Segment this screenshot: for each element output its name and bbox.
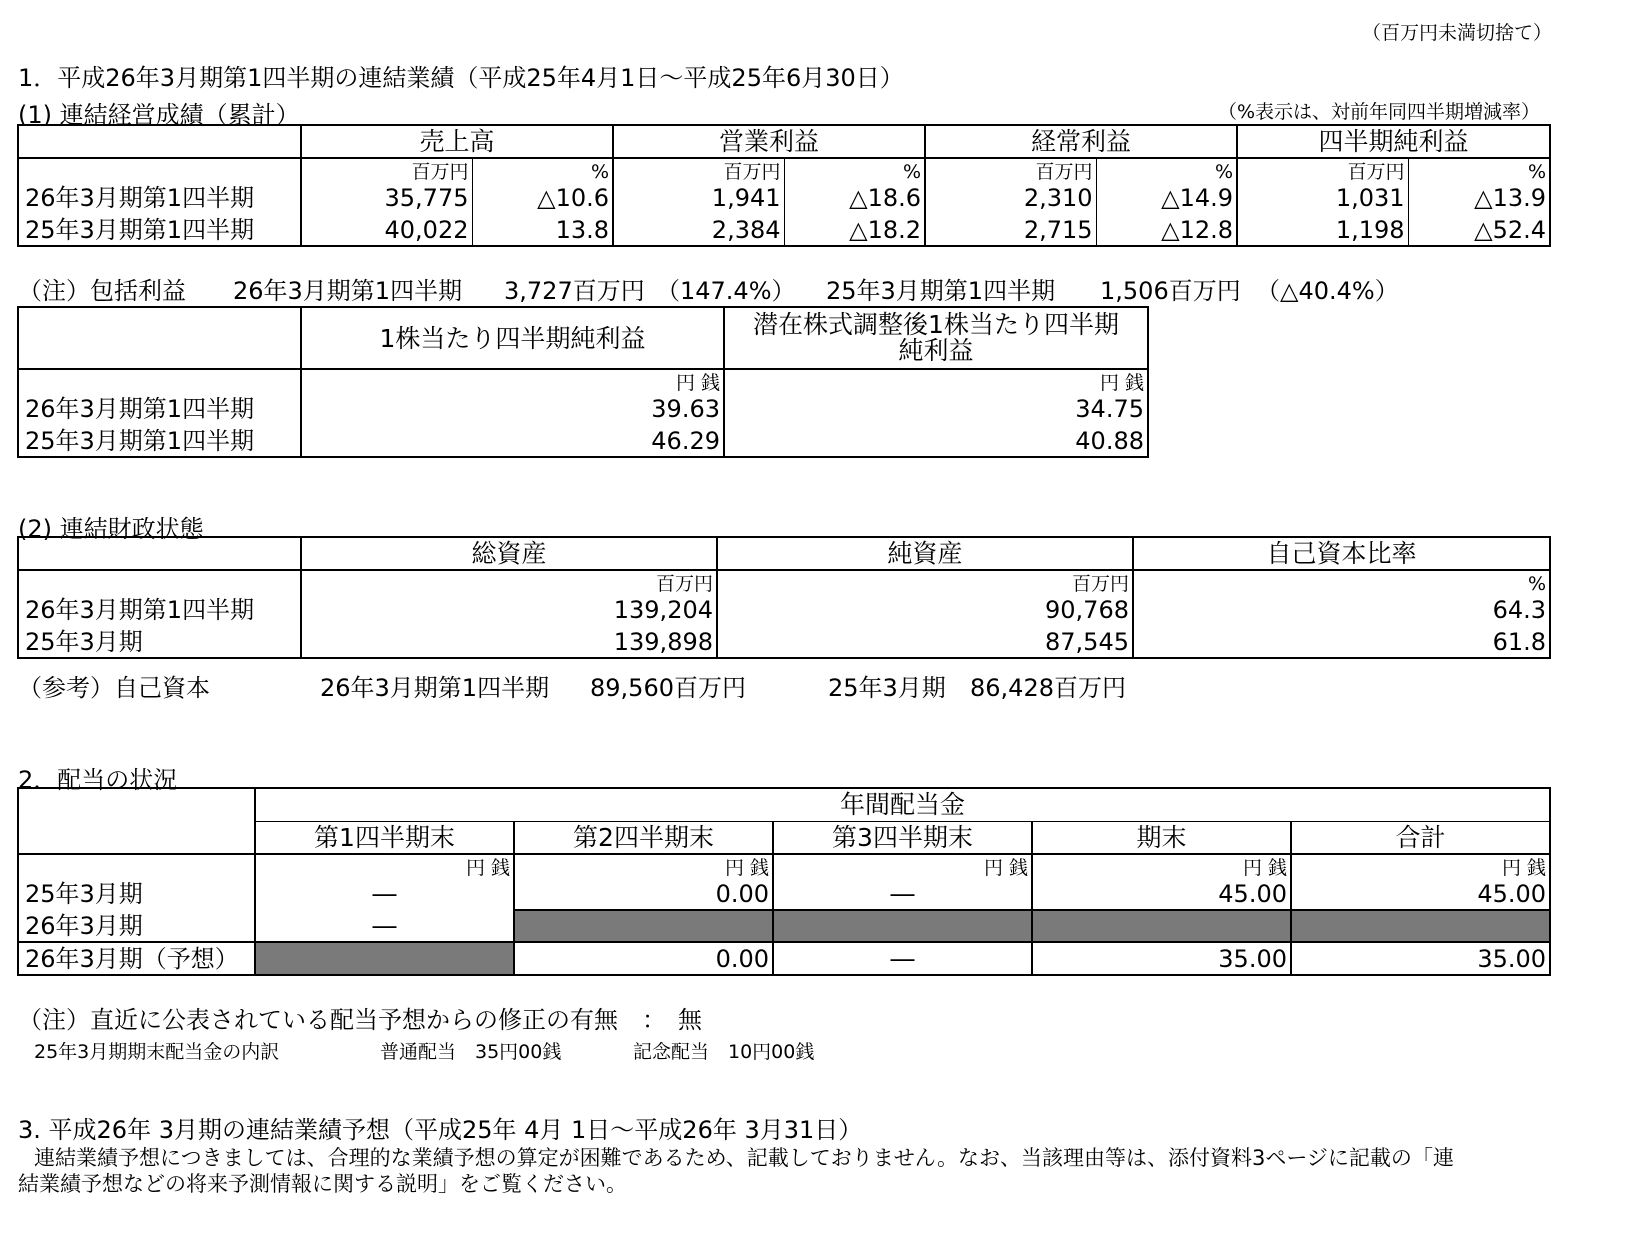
unit-pct: % xyxy=(784,158,925,182)
corner-cell xyxy=(18,537,301,570)
cell: △18.2 xyxy=(784,214,925,246)
table-row xyxy=(18,214,1550,246)
row-label: 25年3月期 xyxy=(18,626,301,658)
unit-mil-yen: 百万円 xyxy=(613,158,784,182)
section1-sub2-title: (2) 連結財政状態 xyxy=(18,515,204,543)
rounding-note: （百万円未満切捨て） xyxy=(1362,22,1553,44)
cell: 1,198 xyxy=(1237,214,1408,246)
cell: 46.29 xyxy=(301,425,724,457)
unit-mil-yen: 百万円 xyxy=(301,570,717,594)
header-total-assets: 総資産 xyxy=(301,537,717,570)
cell: 139,204 xyxy=(301,594,717,626)
cell: △52.4 xyxy=(1474,215,1547,244)
header-total: 合計 xyxy=(1291,821,1550,854)
equity-ref-period2: 25年3月期 xyxy=(828,674,946,702)
section3-body-line1: 連結業績予想につきましては、合理的な業績予想の算定が困難であるため、記載しておりません。なお、当該理由等は、添付資料3ページに記載の「連 xyxy=(34,1146,1454,1170)
unit-pct: % xyxy=(1527,573,1546,594)
table-row xyxy=(18,393,1148,425)
unit-mil-yen: 百万円 xyxy=(717,570,1133,594)
header-year-end: 期末 xyxy=(1032,821,1291,854)
section3-title: 3. 平成26年 3月期の連結業績予想（平成25年 4月 1日～平成26年 3月31日） xyxy=(18,1116,863,1144)
comprehensive-rate2: （△40.4%） xyxy=(1256,277,1399,305)
dividend-breakdown-label: 25年3月期期末配当金の内訳 xyxy=(34,1041,280,1063)
unit-pct: % xyxy=(472,158,613,182)
dividend-breakdown-commemorative: 記念配当 10円00銭 xyxy=(633,1041,815,1063)
comprehensive-value2: 1,506百万円 xyxy=(1100,277,1241,305)
cell: 35.00 xyxy=(1477,944,1547,973)
dividend-breakdown-ordinary: 普通配当 35円00銭 xyxy=(380,1041,562,1063)
pct-note: （%表示は、対前年同四半期増減率） xyxy=(1218,101,1541,123)
comprehensive-rate1: （147.4%） xyxy=(656,277,796,305)
header-annual-dividend: 年間配当金 xyxy=(255,788,1550,821)
unit-yen-sen: 円 銭 xyxy=(773,854,1032,878)
cell: 35.00 xyxy=(1032,942,1291,975)
unit-yen-sen: 円 銭 xyxy=(514,854,773,878)
cell: 39.63 xyxy=(301,393,724,425)
eps-table xyxy=(17,306,1149,458)
cell: △18.6 xyxy=(784,182,925,214)
cell: ― xyxy=(255,910,514,942)
unit-pct: % xyxy=(1096,158,1237,182)
cell: 2,384 xyxy=(613,214,784,246)
equity-ref-value1: 89,560百万円 xyxy=(590,674,746,702)
cell: △12.8 xyxy=(1096,214,1237,246)
header-eps: 1株当たり四半期純利益 xyxy=(301,307,724,369)
dividends-table xyxy=(17,787,1551,976)
comprehensive-period1: 26年3月期第1四半期 xyxy=(233,277,463,305)
equity-ref-period1: 26年3月期第1四半期 xyxy=(320,674,550,702)
row-label: 26年3月期第1四半期 xyxy=(18,594,301,626)
cell: ― xyxy=(773,878,1032,910)
comprehensive-period2: 25年3月期第1四半期 xyxy=(826,277,1056,305)
cell: 35,775 xyxy=(301,182,472,214)
cell: ― xyxy=(773,942,1032,975)
shaded-cell xyxy=(1291,910,1550,942)
unit-mil-yen: 百万円 xyxy=(301,158,472,182)
row-label: 26年3月期第1四半期 xyxy=(18,182,301,214)
cell: 2,715 xyxy=(925,214,1096,246)
row-label: 25年3月期第1四半期 xyxy=(18,425,301,457)
row-label: 25年3月期第1四半期 xyxy=(18,214,301,246)
operating-results-table xyxy=(17,124,1551,247)
cell: 2,310 xyxy=(925,182,1096,214)
header-ordinary-income: 経常利益 xyxy=(925,125,1237,158)
cell: 0.00 xyxy=(514,878,773,910)
row-label: 26年3月期 xyxy=(18,910,255,942)
unit-pct: % xyxy=(1528,161,1547,182)
cell: 87,545 xyxy=(717,626,1133,658)
unit-yen-sen: 円 銭 xyxy=(301,369,724,393)
cell: 61.8 xyxy=(1492,627,1546,656)
section1-title: 1．平成26年3月期第1四半期の連結業績（平成25年4月1日～平成25年6月30日） xyxy=(18,64,904,92)
cell: △14.9 xyxy=(1096,182,1237,214)
financial-position-table xyxy=(17,536,1551,659)
header-diluted-eps-line1: 潜在株式調整後1株当たり四半期 xyxy=(753,309,1119,339)
cell: 1,941 xyxy=(613,182,784,214)
cell: 139,898 xyxy=(301,626,717,658)
corner-cell xyxy=(18,125,301,158)
cell: 64.3 xyxy=(1492,596,1546,624)
unit-yen-sen: 円 銭 xyxy=(1502,857,1547,878)
header-equity-ratio: 自己資本比率 xyxy=(1133,537,1550,570)
equity-ref-label: （参考）自己資本 xyxy=(18,674,210,702)
cell: △13.9 xyxy=(1474,184,1547,212)
table-row xyxy=(18,942,1550,975)
shaded-cell xyxy=(514,910,773,942)
comprehensive-label: （注）包括利益 xyxy=(18,277,186,305)
cell: 45.00 xyxy=(1477,879,1547,908)
unit-yen-sen: 円 銭 xyxy=(1099,372,1144,393)
shaded-cell xyxy=(773,910,1032,942)
table-row xyxy=(18,425,1148,457)
unit-mil-yen: 百万円 xyxy=(925,158,1096,182)
section1-sub1-title: (1) 連結経営成績（累計） xyxy=(18,101,300,129)
header-sales: 売上高 xyxy=(301,125,613,158)
unit-mil-yen: 百万円 xyxy=(1237,158,1408,182)
header-net-assets: 純資産 xyxy=(717,537,1133,570)
header-net-income: 四半期純利益 xyxy=(1237,125,1550,158)
header-diluted-eps-line2: 純利益 xyxy=(898,336,974,365)
header-diluted-eps xyxy=(724,307,1148,369)
table-row xyxy=(18,594,1550,626)
section3-body-line2: 結業績予想などの将来予測情報に関する説明」をご覧ください。 xyxy=(18,1172,627,1196)
section2-title: 2．配当の状況 xyxy=(18,766,178,794)
row-label: 25年3月期 xyxy=(18,878,255,910)
corner-cell xyxy=(18,307,301,369)
unit-label-cell xyxy=(18,158,301,182)
shaded-cell xyxy=(1032,910,1291,942)
cell: 34.75 xyxy=(1075,395,1144,423)
header-q3-end: 第3四半期末 xyxy=(773,821,1032,854)
row-label: 26年3月期（予想） xyxy=(18,942,255,975)
cell: 90,768 xyxy=(717,594,1133,626)
cell: 40,022 xyxy=(301,214,472,246)
cell: △10.6 xyxy=(472,182,613,214)
header-q1-end: 第1四半期末 xyxy=(255,821,514,854)
cell: 45.00 xyxy=(1032,878,1291,910)
equity-ref-value2: 86,428百万円 xyxy=(970,674,1126,702)
dividend-revision-note: （注）直近に公表されている配当予想からの修正の有無 ： 無 xyxy=(18,1006,702,1034)
table-row xyxy=(18,626,1550,658)
table-row xyxy=(18,182,1550,214)
unit-label-cell xyxy=(18,369,301,393)
cell: 0.00 xyxy=(514,942,773,975)
unit-yen-sen: 円 銭 xyxy=(1032,854,1291,878)
unit-label-cell xyxy=(18,854,255,878)
cell: 1,031 xyxy=(1237,182,1408,214)
row-label: 26年3月期第1四半期 xyxy=(18,393,301,425)
table-row xyxy=(18,878,1550,910)
corner-cell xyxy=(18,788,255,854)
header-q2-end: 第2四半期末 xyxy=(514,821,773,854)
cell: ― xyxy=(255,878,514,910)
unit-yen-sen: 円 銭 xyxy=(255,854,514,878)
shaded-cell xyxy=(255,942,514,975)
cell: 40.88 xyxy=(1075,426,1144,455)
unit-label-cell xyxy=(18,570,301,594)
header-operating-income: 営業利益 xyxy=(613,125,925,158)
cell: 13.8 xyxy=(472,214,613,246)
comprehensive-value1: 3,727百万円 xyxy=(504,277,645,305)
table-row xyxy=(18,910,1550,942)
